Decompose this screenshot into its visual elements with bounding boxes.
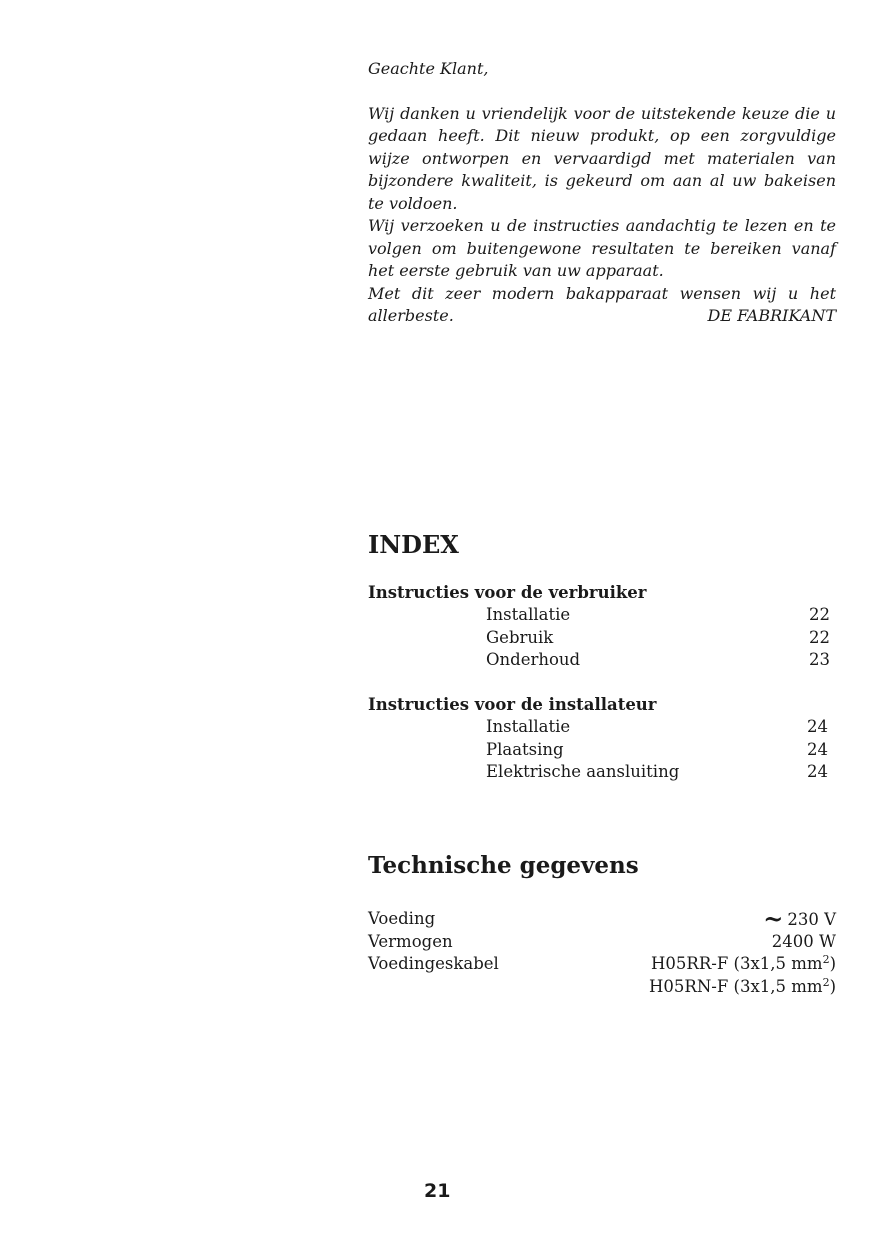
index-entry-label: Onderhoud — [486, 650, 581, 669]
index-section-installer — [368, 694, 830, 784]
technical-value-text: H05RR-F (3x1,5 mm — [651, 954, 823, 973]
letter-signature: DE FABRIKANT — [707, 306, 836, 325]
technical-row — [368, 904, 836, 933]
technical-key: Vermogen — [368, 931, 453, 951]
technical-value-text: H05RN-F (3x1,5 mm — [649, 976, 823, 996]
technical-row — [368, 953, 836, 976]
index-entry-page: 24 — [807, 717, 828, 736]
technical-row — [368, 976, 836, 999]
index-entry-label: Installatie — [486, 717, 571, 736]
index-entry — [368, 649, 830, 672]
index-entry — [368, 627, 830, 650]
index-entry — [368, 761, 830, 784]
technical-key: Voedingeskabel — [368, 954, 499, 973]
letter — [368, 58, 836, 328]
index-entry-page: 24 — [807, 739, 828, 759]
superscript: 2 — [822, 953, 830, 966]
index-entry — [368, 739, 830, 762]
technical-row — [368, 931, 836, 954]
index-entry — [368, 604, 830, 627]
index-section-title: Instructies voor de verbruiker — [368, 583, 647, 602]
superscript: 2 — [822, 975, 830, 989]
index-entry-label: Installatie — [486, 605, 571, 624]
letter-paragraph: Wij danken u vriendelijk voor de uitstekende keuze die u gedaan heeft. Dit nieuw produkt, op een zorgvuldige wijze ontworpen en vervaardigd met materialen van bijzondere kwaliteit, is gekeurd om aan al uw bakeisen te voldoen. — [368, 103, 836, 213]
technical-value-text: 230 V — [787, 910, 836, 929]
technical-value — [651, 953, 836, 976]
technical-value: 2400 W — [771, 931, 836, 951]
index-entry-page: 24 — [807, 762, 828, 781]
index-section-consumer — [368, 582, 830, 672]
technical-value-close: ) — [829, 976, 836, 996]
index-entry — [368, 716, 830, 739]
index-title: INDEX — [368, 530, 459, 559]
technical-table — [368, 904, 836, 998]
letter-paragraph: Met dit zeer modern bakapparaat wensen wij u het allerbeste. — [368, 283, 836, 325]
index-entry-label: Plaatsing — [486, 739, 564, 759]
index-entry-label: Gebruik — [486, 627, 554, 647]
index-entry-page: 22 — [809, 605, 830, 624]
technical-value — [763, 904, 836, 933]
index-entry-page: 23 — [809, 650, 830, 669]
technical-value — [649, 976, 836, 999]
technical-title: Technische gegevens — [368, 852, 639, 879]
page-number: 21 — [424, 1180, 451, 1202]
technical-key: Voeding — [368, 909, 436, 928]
letter-greeting: Geachte Klant, — [368, 59, 489, 78]
index-section-title: Instructies voor de installateur — [368, 695, 657, 714]
letter-paragraph: Wij verzoeken u de instructies aandachtig te lezen en te volgen om buitengewone resultaten te bereiken vanaf het eerste gebruik van uw apparaat. — [368, 216, 836, 280]
ac-symbol-icon: ~ — [763, 904, 784, 933]
technical-value-close: ) — [829, 954, 836, 973]
index-entry-page: 22 — [809, 627, 830, 647]
index-entry-label: Elektrische aansluiting — [486, 762, 680, 781]
